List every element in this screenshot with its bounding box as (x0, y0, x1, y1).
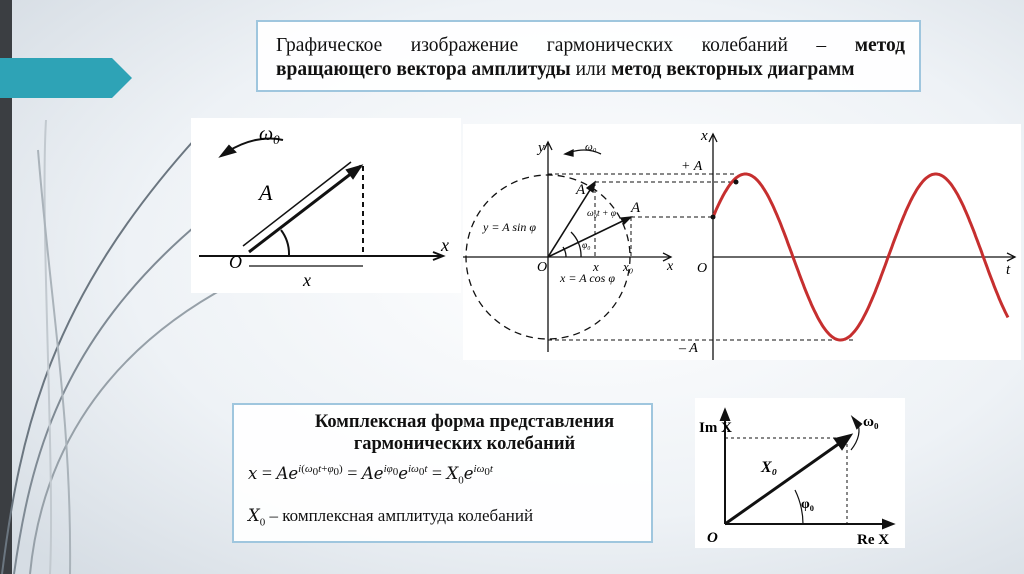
sine-x-label: x (701, 128, 708, 144)
title-line-1 (276, 34, 905, 58)
title-text-connector: или (570, 59, 612, 80)
title-text-bold: метод (854, 35, 905, 56)
complex-note: $X_0$ – комплексная амплитуда колебаний (248, 505, 534, 528)
title-text-normal: Графическое изображение гармонических колебаний – (276, 35, 855, 56)
vector-a0-label: A (576, 182, 586, 198)
y-equation: y = A sin φ (483, 220, 536, 234)
phasor-x-label: x (593, 259, 599, 274)
phasor-origin-label: O (537, 260, 548, 275)
minus-a-label: – A (679, 341, 698, 356)
complex-form-box (232, 403, 653, 543)
title-box (256, 20, 921, 92)
phi0-angle-label: φ₀ (801, 497, 814, 512)
accent-arrow-shape (0, 58, 132, 98)
phasor-y-label: y (538, 140, 545, 156)
phasor-sine-figure (463, 124, 1021, 360)
plus-a-label: + A (681, 159, 703, 174)
phasor-x-axis-label: x (667, 259, 674, 274)
x-equation: x = A cos φ (560, 271, 615, 285)
fig1-vector-label: A (259, 180, 273, 205)
complex-plane-figure (695, 398, 905, 548)
omega0-label: ω₀ (863, 414, 879, 430)
title-text-bold-b: метод векторных диаграмм (611, 59, 855, 80)
im-axis-label: Im X (699, 420, 732, 436)
title-line-2 (276, 58, 905, 82)
complex-heading-line-1: Комплексная форма представления (314, 412, 615, 432)
angle-t-label: ω₀t + φ (587, 209, 617, 219)
vector-x0-label: X₀ (761, 459, 778, 476)
re-axis-label: Re X (857, 532, 890, 548)
rotating-vector-figure (191, 118, 461, 293)
sine-origin-label: O (697, 261, 708, 276)
complex-origin-label: O (707, 530, 718, 546)
fig1-projection-label: x (303, 270, 311, 290)
fig1-axis-label: x (441, 235, 449, 255)
title-text-bold-a: вращающего вектора амплитуды (276, 59, 571, 80)
phasor-x0-label: x₀ (623, 259, 634, 274)
complex-formula: $x = Ae^{i(\omega_0t+\varphi_0)} = Ae^{i\varphi_0}e^{i\omega_0t} = X_0e^{i\omega_0t}$ (248, 463, 493, 487)
fig1-omega-label: $\omega_0$ (259, 123, 280, 147)
complex-heading-line-2: гармонических колебаний (353, 434, 576, 454)
vector-a-label: A (631, 200, 641, 216)
sine-t-label: t (1006, 262, 1011, 278)
phasor-omega-label: ω₀ (585, 141, 597, 153)
phi0-label: φ₀ (582, 241, 591, 251)
fig1-origin-label: O (229, 252, 242, 272)
